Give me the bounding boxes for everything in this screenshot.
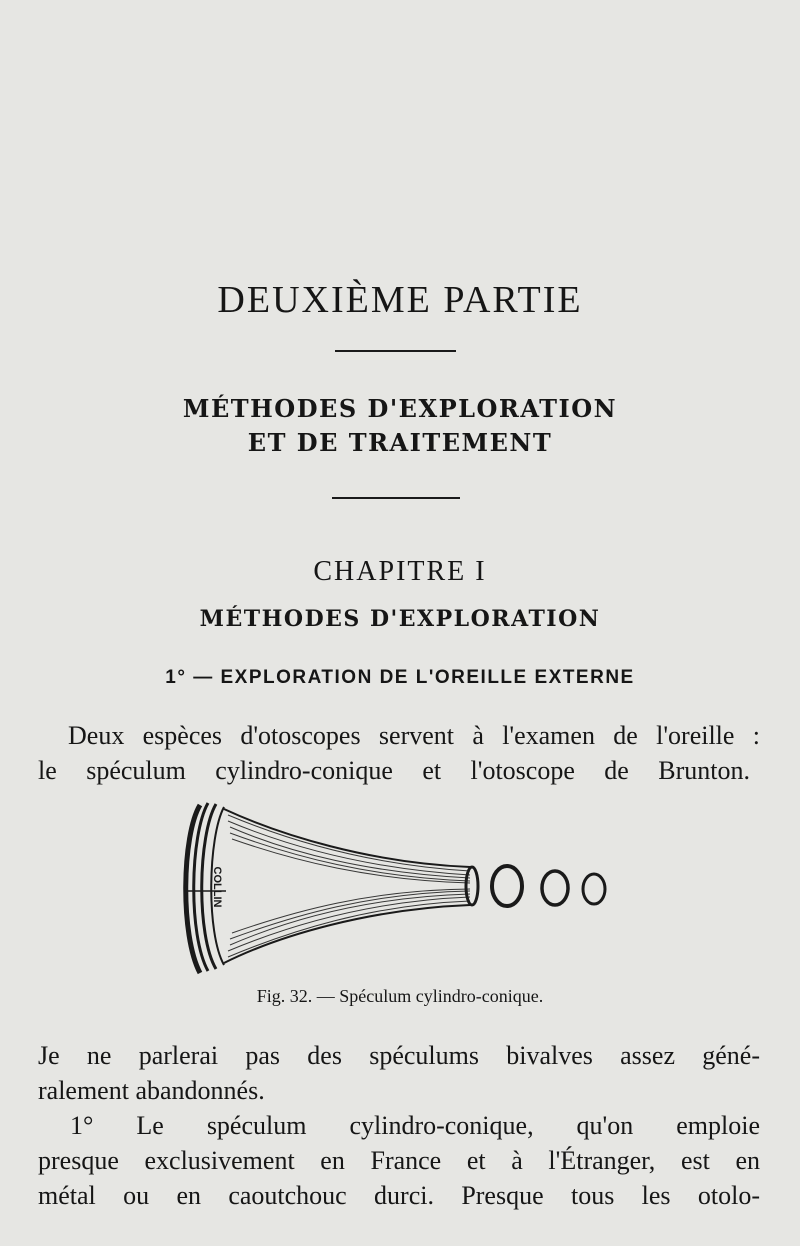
text-line: Je ne parlerai pas des spéculums bivalves assez géné- bbox=[38, 1041, 760, 1070]
text-line: métal ou en caoutchouc durci. Presque tous les otolo- bbox=[38, 1181, 760, 1210]
intro-paragraph-cont bbox=[38, 753, 750, 788]
part-title: DEUXIÈME PARTIE bbox=[217, 279, 583, 321]
text-line: 1° Le spéculum cylindro-conique, qu'on emploie bbox=[70, 1111, 760, 1140]
speculum-figure bbox=[170, 795, 620, 985]
section-title-line: MÉTHODES D'EXPLORATION bbox=[182, 394, 618, 423]
chapter-title: CHAPITRE I bbox=[313, 556, 487, 587]
body-paragraph-2 bbox=[38, 1108, 760, 1213]
divider-rule bbox=[332, 497, 460, 499]
intro-paragraph bbox=[38, 718, 760, 753]
section-title bbox=[0, 392, 800, 460]
text-line: Deux espèces d'otoscopes servent à l'examen de l'oreille : bbox=[68, 721, 760, 750]
engraved-label: COLLIN bbox=[211, 866, 223, 908]
text-line: ralement abandonnés. bbox=[38, 1076, 265, 1105]
subsection-heading: 1° — EXPLORATION DE L'OREILLE EXTERNE bbox=[165, 667, 635, 688]
text-line: le spéculum cylindro-conique et l'otoscope de Brunton. bbox=[38, 756, 750, 785]
divider-rule bbox=[335, 350, 456, 352]
speculum-illustration bbox=[184, 803, 605, 973]
section-title-line: ET DE TRAITEMENT bbox=[247, 428, 553, 457]
text-line: presque exclusivement en France et à l'Étranger, est en bbox=[38, 1146, 760, 1175]
figure-caption: Fig. 32. — Spéculum cylindro-conique. bbox=[256, 986, 544, 1006]
chapter-subtitle: MÉTHODES D'EXPLORATION bbox=[199, 606, 601, 632]
body-paragraph-1 bbox=[38, 1038, 760, 1108]
